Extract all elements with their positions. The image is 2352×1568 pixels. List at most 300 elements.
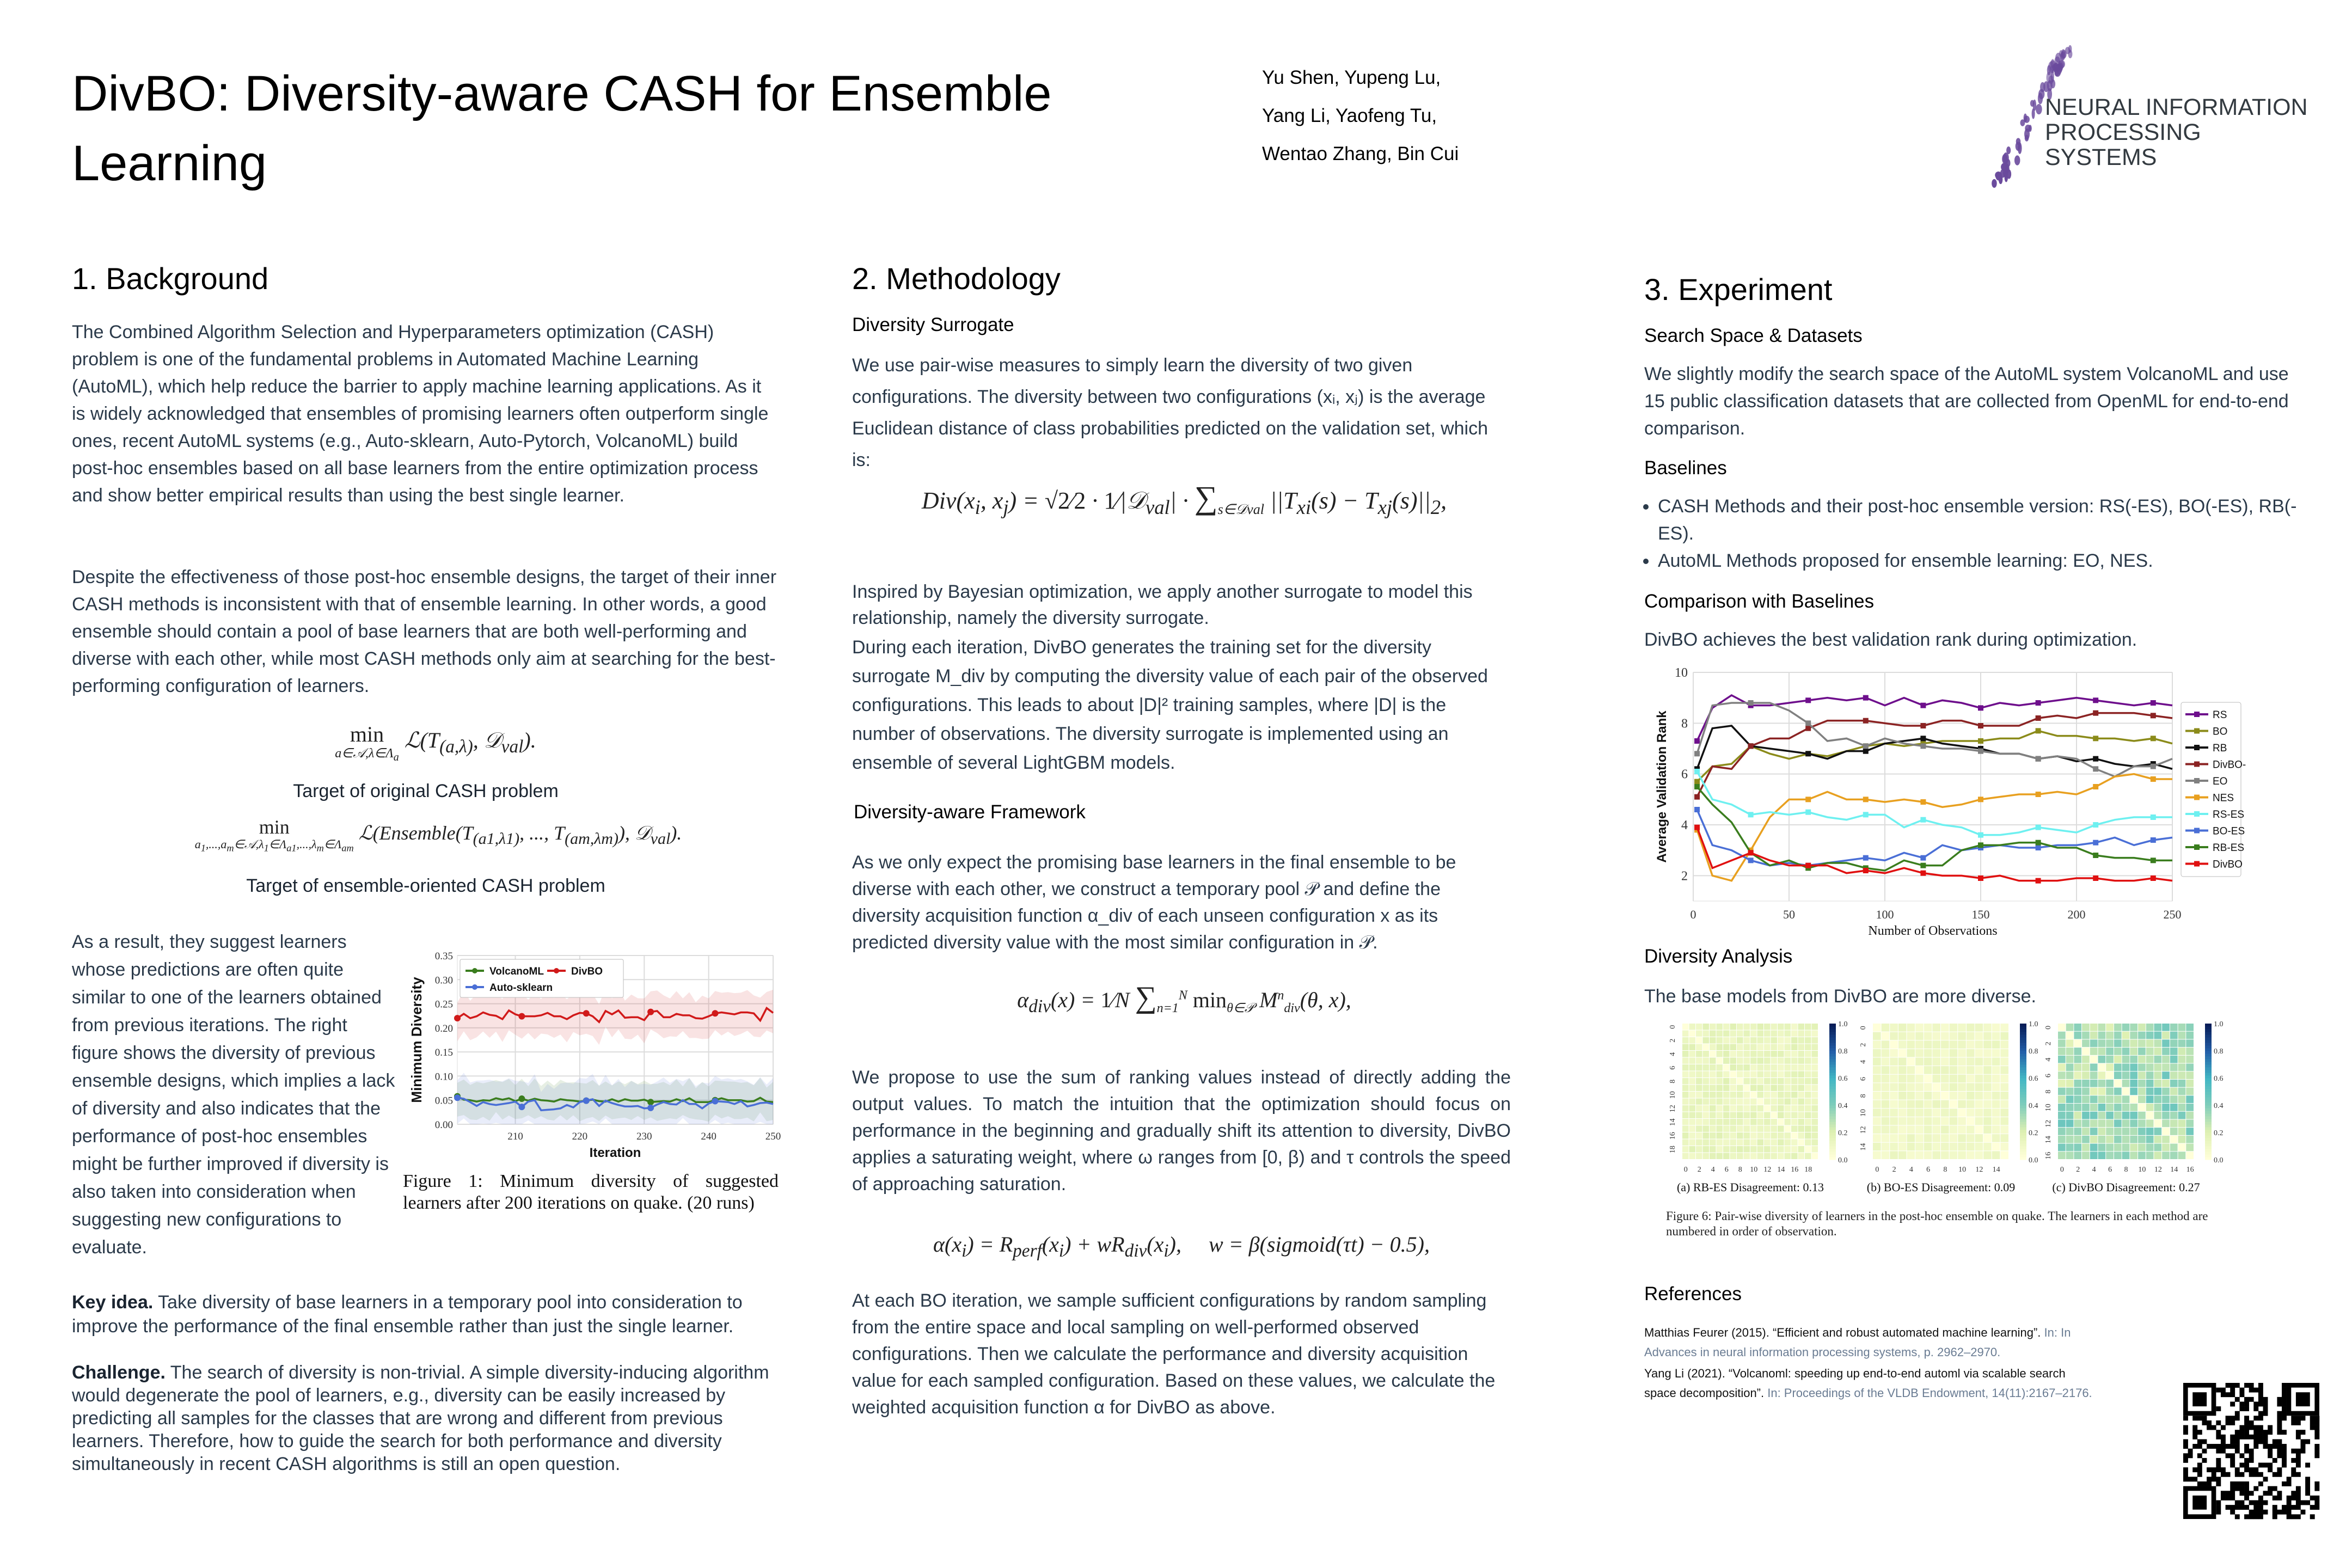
qr-module — [2244, 1383, 2249, 1388]
heatmap-cell — [1882, 1100, 1890, 1108]
heatmap-cell — [1907, 1032, 1915, 1040]
qr-module — [2282, 1510, 2287, 1515]
methodology-para-5: We propose to use the sum of ranking values instead of directly adding the output values. To match the intuition that the optimization should focus on performance in the beginning and gradually shift its attention to diversity, DivBO applies a saturating weight, where ω ranges from [0, β) and τ controls the speed of approaching saturation. — [852, 1067, 1511, 1195]
heatmap-cell — [1812, 1064, 1818, 1071]
heatmap-cell — [1682, 1119, 1689, 1125]
data-point-marker — [454, 1015, 461, 1021]
heatmap-cell — [1750, 1092, 1757, 1098]
colorbar-segment — [2205, 1062, 2212, 1065]
qr-module — [2282, 1383, 2287, 1388]
heatmap-cell — [1890, 1151, 1898, 1159]
heatmap-cell — [1791, 1064, 1798, 1071]
heatmap-cell — [2090, 1032, 2098, 1039]
heatmap-cell — [1812, 1085, 1818, 1092]
data-point-marker — [1920, 871, 1926, 876]
qr-module — [2230, 1496, 2235, 1500]
data-point-marker — [1920, 703, 1926, 708]
heatmap-cell — [2090, 1088, 2098, 1095]
heatmap-cell — [1723, 1099, 1730, 1105]
heatmap-cell — [1744, 1099, 1750, 1105]
heatmap-cell — [1958, 1040, 1966, 1049]
qr-module — [2216, 1388, 2221, 1393]
data-point-marker — [2036, 756, 2041, 762]
data-point-marker — [1863, 868, 1869, 873]
x-tick-label: 10 — [2138, 1166, 2146, 1174]
qr-module — [2291, 1496, 2296, 1500]
heatmap-cell — [1744, 1051, 1750, 1057]
heatmap-cell — [1941, 1126, 1949, 1134]
heatmap-cell — [2178, 1095, 2186, 1103]
data-point-marker — [2093, 766, 2098, 771]
qr-module — [2253, 1401, 2258, 1406]
heatmap-cell — [1967, 1024, 1975, 1032]
heatmap-cell — [1689, 1112, 1696, 1119]
colorbar-segment — [2020, 1073, 2026, 1076]
qr-module — [2253, 1472, 2258, 1477]
heatmap-cell — [1992, 1066, 2000, 1074]
x-tick-label: 16 — [2186, 1166, 2194, 1174]
qr-module — [2239, 1430, 2244, 1435]
heatmap-cell — [2074, 1112, 2081, 1119]
heatmap-cell — [2170, 1119, 2178, 1127]
qr-module — [2197, 1416, 2202, 1420]
heatmap-cell — [2186, 1064, 2194, 1071]
heatmap-cell — [1689, 1105, 1696, 1112]
heatmap-cell — [2122, 1080, 2130, 1087]
qr-module — [2305, 1500, 2310, 1505]
y-tick-label: 12 — [2044, 1119, 2053, 1128]
heatmap-cell — [1750, 1051, 1757, 1057]
heatmap-cell — [1778, 1037, 1784, 1044]
heatmap-cell — [1682, 1132, 1689, 1139]
heatmap-cell — [2122, 1119, 2130, 1127]
heatmap-cell — [2066, 1024, 2074, 1031]
heatmap-cell — [2178, 1064, 2186, 1071]
qr-module — [2230, 1435, 2235, 1440]
heatmap-cell — [1805, 1085, 1811, 1092]
y-tick-label: 10 — [1669, 1091, 1677, 1099]
qr-module — [2239, 1453, 2244, 1458]
qr-module — [2253, 1510, 2258, 1515]
heatmap-cell — [1682, 1085, 1689, 1092]
methodology-para-6: At each BO iteration, we sample sufficient configurations by random sampling from the entire space and local sampling on well-performed observed configurations. Then we calculate the performance and diversity acquisition value for each sampled configuration. Based on these values, we calculate the weighted acquisition function α for DivBO as above. — [852, 1290, 1496, 1418]
heatmap-cell — [1771, 1031, 1778, 1037]
heatmap-cell — [1983, 1143, 1992, 1151]
heatmap-cell — [2122, 1056, 2130, 1063]
colorbar-segment — [1829, 1116, 1836, 1119]
colorbar-segment — [2020, 1146, 2026, 1149]
heatmap-cell — [1932, 1100, 1940, 1108]
heatmap-cell — [2098, 1056, 2106, 1063]
colorbar-segment — [2020, 1105, 2026, 1108]
heatmap-cell — [1703, 1071, 1710, 1078]
heatmap-cell — [2138, 1056, 2146, 1063]
colorbar-segment — [2205, 1097, 2212, 1100]
heatmap-cell — [1723, 1064, 1730, 1071]
heatmap-cell — [1941, 1117, 1949, 1125]
heatmap-cell — [1882, 1049, 1890, 1057]
heatmap-cell — [2186, 1128, 2194, 1135]
heatmap-cell — [1798, 1058, 1805, 1064]
heatmap-cell — [1757, 1153, 1764, 1160]
heatmap-cell — [1737, 1092, 1743, 1098]
heatmap-cell — [1992, 1040, 2000, 1049]
heatmap-cell — [2098, 1071, 2106, 1079]
qr-module — [2310, 1514, 2315, 1519]
qr-module — [2212, 1444, 2216, 1449]
heatmap-cell — [1915, 1134, 1924, 1142]
heatmap-cell — [2082, 1119, 2090, 1127]
qr-module — [2249, 1397, 2254, 1402]
heatmap-cell — [2058, 1128, 2066, 1135]
heatmap-cell — [1924, 1083, 1932, 1091]
colorbar-segment — [2205, 1132, 2212, 1136]
heatmap-cell — [1730, 1105, 1737, 1112]
heatmap-cell — [1924, 1049, 1932, 1057]
qr-module — [2244, 1435, 2249, 1440]
heatmap-cell — [2162, 1048, 2170, 1055]
heatmap-cell — [1941, 1066, 1949, 1074]
qr-module — [2202, 1458, 2207, 1463]
heatmap-cell — [1924, 1100, 1932, 1108]
heatmap-cell — [1764, 1031, 1771, 1037]
qr-module — [2253, 1467, 2258, 1472]
heatmap-cell — [1750, 1146, 1757, 1153]
heatmap-cell — [1682, 1112, 1689, 1119]
heatmap-cell — [2170, 1056, 2178, 1063]
heatmap-cell — [1703, 1058, 1710, 1064]
qr-module — [2235, 1444, 2240, 1449]
heatmap-cell — [1907, 1066, 1915, 1074]
heatmap-cell — [1791, 1099, 1798, 1105]
heatmap-cell — [1798, 1037, 1805, 1044]
logo-line-2: PROCESSING SYSTEMS — [2045, 119, 2201, 170]
heatmap-cell — [1750, 1058, 1757, 1064]
heatmap-cell — [1907, 1058, 1915, 1066]
heatmap-cell — [1710, 1132, 1716, 1139]
heatmap-cell — [2130, 1071, 2137, 1079]
qr-module — [2296, 1505, 2301, 1510]
logo-dot — [2006, 146, 2011, 154]
heatmap-cell — [2082, 1095, 2090, 1103]
heatmap-cell — [2106, 1056, 2114, 1063]
heatmap-cell — [1785, 1092, 1791, 1098]
qr-module — [2296, 1496, 2301, 1500]
colorbar-segment — [1829, 1048, 1836, 1051]
data-point-marker — [2093, 710, 2098, 716]
heatmap-cell — [2138, 1152, 2146, 1159]
x-tick-label: 0 — [2060, 1166, 2064, 1174]
heatmap-cell — [1975, 1032, 1983, 1040]
heatmap-cell — [1723, 1078, 1730, 1085]
qr-module — [2301, 1430, 2306, 1435]
heatmap-cell — [2154, 1048, 2161, 1055]
qr-module — [2239, 1425, 2244, 1430]
colorbar-segment — [2020, 1111, 2026, 1114]
heatmap-cell — [2162, 1064, 2170, 1071]
heatmap-cell — [2082, 1128, 2090, 1135]
qr-module — [2301, 1439, 2306, 1444]
heatmap-cell — [1873, 1040, 1881, 1049]
heatmap-cell — [1805, 1132, 1811, 1139]
heatmap-cell — [1710, 1031, 1716, 1037]
colorbar-segment — [2205, 1034, 2212, 1038]
qr-module — [2183, 1467, 2188, 1472]
heatmap-cell — [1805, 1024, 1811, 1030]
heatmap-cell — [2186, 1039, 2194, 1047]
data-point-marker — [583, 1098, 590, 1104]
heatmap-cell — [2106, 1136, 2114, 1143]
data-point-marker — [1805, 863, 1811, 868]
qr-module — [2314, 1444, 2319, 1449]
heatmap-cell — [1975, 1049, 1983, 1057]
qr-module — [2296, 1449, 2301, 1454]
heatmap-cell — [1882, 1066, 1890, 1074]
heatmap-cell — [1682, 1126, 1689, 1132]
heatmap-cell — [1873, 1151, 1881, 1159]
colorbar-tick-label: 0.6 — [2029, 1075, 2038, 1083]
x-tick-label: 150 — [1971, 908, 1990, 921]
heatmap-cell — [1703, 1099, 1710, 1105]
heatmap-cell — [2146, 1056, 2154, 1063]
heatmap-cell — [1785, 1044, 1791, 1051]
y-tick-label: 0.30 — [434, 975, 453, 987]
qr-module — [2230, 1420, 2235, 1425]
heatmap-cell — [1907, 1143, 1915, 1151]
heatmap-cell — [2000, 1049, 2008, 1057]
colorbar-segment — [2020, 1064, 2026, 1068]
heatmap-cell — [1983, 1066, 1992, 1074]
qr-module — [2301, 1449, 2306, 1454]
heatmap-cell — [1710, 1051, 1716, 1057]
x-tick-label: 250 — [2163, 908, 2182, 921]
heatmap-cell — [1975, 1108, 1983, 1117]
data-point-marker — [518, 1104, 525, 1110]
logo-dot — [2059, 50, 2063, 57]
heatmap-cell — [2122, 1104, 2130, 1111]
heatmap-cell — [1764, 1092, 1771, 1098]
heatmap-cell — [1710, 1058, 1716, 1064]
heatmap-cell — [2106, 1064, 2114, 1071]
heatmap-cell — [2162, 1039, 2170, 1047]
heatmap-cell — [1710, 1071, 1716, 1078]
qr-module — [2244, 1514, 2249, 1519]
heatmap-cell — [1723, 1119, 1730, 1125]
qr-module — [2183, 1477, 2188, 1481]
heatmap-cell — [1771, 1099, 1778, 1105]
qr-module — [2192, 1435, 2197, 1440]
legend — [460, 959, 623, 997]
heatmap-cell — [1757, 1119, 1764, 1125]
heatmap-cell — [1907, 1092, 1915, 1100]
heatmap-cell — [2066, 1039, 2074, 1047]
qr-module — [2291, 1491, 2296, 1496]
heatmap-cell — [1785, 1153, 1791, 1160]
qr-module — [2226, 1505, 2231, 1510]
qr-module — [2268, 1449, 2273, 1454]
heatmap-cell — [1717, 1024, 1723, 1030]
qr-module — [2239, 1406, 2244, 1411]
heatmap-cell — [2074, 1048, 2081, 1055]
heatmap-cell — [2130, 1104, 2137, 1111]
colorbar-segment — [1829, 1105, 1836, 1108]
qr-module — [2305, 1486, 2310, 1491]
logo-dot — [2025, 125, 2031, 132]
qr-code[interactable] — [2183, 1383, 2319, 1520]
data-point-marker — [2093, 822, 2098, 828]
heatmap-cell — [2186, 1095, 2194, 1103]
heatmap-cell — [1890, 1032, 1898, 1040]
heatmap-cell — [1873, 1058, 1881, 1066]
legend-label: VolcanoML — [489, 966, 544, 977]
heatmap-cell — [2090, 1128, 2098, 1135]
heatmap-cell — [1696, 1105, 1702, 1112]
colorbar-segment — [1829, 1108, 1836, 1111]
title-line-2: Learning — [72, 136, 267, 191]
qr-module — [2268, 1430, 2273, 1435]
heatmap-cell — [2058, 1032, 2066, 1039]
colorbar-segment — [1829, 1124, 1836, 1128]
colorbar-tick-label: 1.0 — [2214, 1020, 2224, 1028]
heatmap-cell — [1730, 1132, 1737, 1139]
heatmap-cell — [1950, 1032, 1958, 1040]
x-tick-label: 4 — [1909, 1166, 1913, 1174]
heatmap-cell — [1764, 1112, 1771, 1119]
heatmap-cell — [2122, 1152, 2130, 1159]
legend-marker — [2194, 762, 2200, 767]
colorbar-tick-label: 0.8 — [2214, 1048, 2224, 1056]
heatmap-cell — [2090, 1024, 2098, 1031]
qr-module — [2216, 1420, 2221, 1425]
heatmap-cell — [2146, 1119, 2154, 1127]
colorbar-segment — [2205, 1092, 2212, 1095]
heatmap-cell — [2178, 1088, 2186, 1095]
qr-module — [2258, 1425, 2263, 1430]
qr-module — [2249, 1435, 2254, 1440]
heatmap-cell — [1798, 1119, 1805, 1125]
heatmap-cell — [1757, 1099, 1764, 1105]
heatmap-cell — [2098, 1136, 2106, 1143]
qr-module — [2268, 1453, 2273, 1458]
colorbar-segment — [2020, 1122, 2026, 1125]
qr-module — [2305, 1491, 2310, 1496]
heatmap-cell — [2090, 1119, 2098, 1127]
heatmap-cell — [2000, 1083, 2008, 1091]
qr-module — [2253, 1425, 2258, 1430]
heatmap-cell — [1967, 1151, 1975, 1159]
heatmap-cell — [1757, 1126, 1764, 1132]
heatmap-cell — [1958, 1126, 1966, 1134]
heatmap-cell — [1750, 1037, 1757, 1044]
heatmap-cell — [1958, 1092, 1966, 1100]
qr-module — [2277, 1449, 2282, 1454]
heatmap-cell — [1737, 1112, 1743, 1119]
data-point-marker — [1805, 697, 1811, 703]
heatmap-cell — [2066, 1128, 2074, 1135]
heatmap-cell — [2090, 1039, 2098, 1047]
heatmap-cell — [1992, 1092, 2000, 1100]
heatmap-cell — [2146, 1039, 2154, 1047]
colorbar-segment — [2020, 1138, 2026, 1141]
data-point-marker — [2036, 792, 2041, 797]
heatmap-cell — [1764, 1044, 1771, 1051]
qr-module — [2305, 1439, 2310, 1444]
heatmap-cell — [2098, 1104, 2106, 1111]
heatmap-cell — [2178, 1112, 2186, 1119]
qr-module — [2277, 1496, 2282, 1500]
heatmap-cell — [2162, 1128, 2170, 1135]
legend-label: DivBO — [571, 966, 603, 977]
x-tick-label: 12 — [1763, 1166, 1772, 1174]
heatmap-cell — [1950, 1126, 1958, 1134]
qr-module — [2235, 1416, 2240, 1420]
logo-dot — [2054, 70, 2060, 77]
qr-module — [2277, 1491, 2282, 1496]
heatmap-cell — [1785, 1140, 1791, 1146]
background-para-3: As a result, they suggest learners whose predictions are often quite similar to one of the learners obtained from previous iterations. The right figure shows the diversity of previous ensemble designs, which implies a lack of diversity and also indicates that the performance of post-hoc ensembles might be further improved if diversity is also taken into consideration when suggesting new configurations to evaluate. — [72, 932, 395, 1258]
heatmap-cell — [2098, 1119, 2106, 1127]
heatmap-cell — [2114, 1152, 2122, 1159]
colorbar-segment — [2020, 1037, 2026, 1040]
legend-marker — [2194, 778, 2200, 783]
heatmap-cell — [2066, 1136, 2074, 1143]
colorbar-tick-label: 0.0 — [1838, 1156, 1848, 1165]
heatmap-cell — [1682, 1037, 1689, 1044]
colorbar-tick-label: 1.0 — [1838, 1020, 1848, 1028]
heatmap-cell — [1907, 1075, 1915, 1083]
qr-module — [2188, 1477, 2193, 1481]
heatmap-cell — [1975, 1058, 1983, 1066]
qr-module — [2314, 1430, 2319, 1435]
heatmap-cell — [1932, 1040, 1940, 1049]
heatmap-cell — [1941, 1032, 1949, 1040]
heatmap-cell — [1805, 1105, 1811, 1112]
heatmap-cell — [1791, 1037, 1798, 1044]
heatmap-cell — [1737, 1071, 1743, 1078]
heatmap-cell — [1689, 1132, 1696, 1139]
qr-module — [2216, 1477, 2221, 1481]
heatmap-cell — [1785, 1112, 1791, 1119]
heatmap-cell — [1890, 1040, 1898, 1049]
heatmap-cell — [1907, 1083, 1915, 1091]
heatmap-cell — [1682, 1105, 1689, 1112]
colorbar-segment — [1829, 1127, 1836, 1130]
qr-module — [2258, 1411, 2263, 1416]
heatmap-cell — [1890, 1117, 1898, 1125]
heatmap-cell — [1737, 1146, 1743, 1153]
data-point-marker — [1805, 720, 1811, 726]
heatmap-cell — [2170, 1136, 2178, 1143]
heatmap-cell — [1778, 1031, 1784, 1037]
qr-module — [2235, 1449, 2240, 1454]
heatmap-cell — [1950, 1092, 1958, 1100]
heatmap-cell — [1744, 1078, 1750, 1085]
colorbar-segment — [2205, 1026, 2212, 1030]
heatmap-cell — [1898, 1134, 1907, 1142]
heatmap-cell — [1764, 1024, 1771, 1030]
y-tick-label: 0.00 — [434, 1119, 453, 1131]
heatmap-cell — [1983, 1040, 1992, 1049]
qr-module — [2282, 1401, 2287, 1406]
heatmap-cell — [1882, 1143, 1890, 1151]
colorbar-segment — [1829, 1143, 1836, 1147]
heatmap-cell — [2186, 1048, 2194, 1055]
qr-module — [2263, 1500, 2268, 1505]
y-tick-label: 14 — [2044, 1136, 2053, 1144]
qr-module — [2197, 1463, 2202, 1468]
heatmap-cell — [1689, 1126, 1696, 1132]
heatmap-cell — [2162, 1095, 2170, 1103]
